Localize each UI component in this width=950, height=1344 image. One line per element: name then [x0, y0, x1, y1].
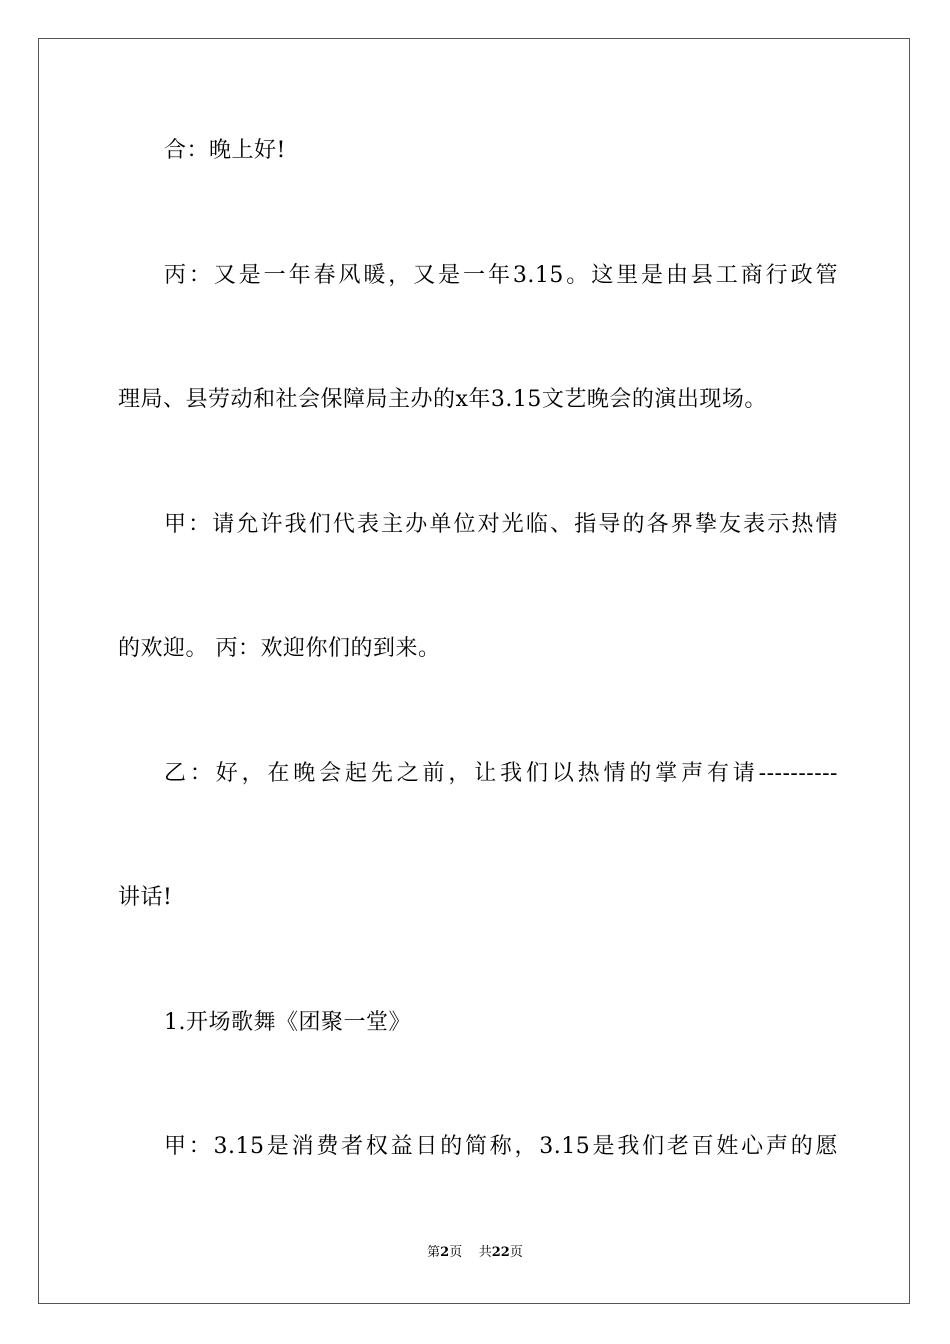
- paragraph-line: 乙：好，在晚会起先之前，让我们以热情的掌声有请----------: [164, 761, 838, 786]
- page-footer: [0, 1244, 950, 1262]
- footer-page-number: 2: [440, 1245, 450, 1260]
- paragraph-line: 甲：请允许我们代表主办单位对光临、指导的各界挚友表示热情: [164, 512, 838, 537]
- footer-page-prefix: 第: [427, 1245, 441, 1260]
- footer-total-suffix: 页: [509, 1245, 523, 1260]
- paragraph-line: 讲话!: [118, 885, 173, 910]
- paragraph-line: 合：晚上好!: [164, 138, 286, 163]
- paragraph-line: 理局、县劳动和社会保障局主办的x年3.15文艺晚会的演出现场。: [118, 387, 767, 412]
- page-border: [38, 38, 910, 1304]
- paragraph-line: 甲：3.15是消费者权益日的简称，3.15是我们老百姓心声的愿: [164, 1134, 838, 1159]
- footer-page-suffix: 页: [449, 1245, 463, 1260]
- paragraph-line: 的欢迎。 丙：欢迎你们的到来。: [118, 636, 441, 661]
- footer-total-prefix: 共: [478, 1245, 492, 1260]
- paragraph-line: 丙：又是一年春风暖，又是一年3.15。这里是由县工商行政管: [164, 263, 838, 288]
- footer-total-pages: 22: [491, 1245, 510, 1260]
- paragraph-line: 1.开场歌舞《团聚一堂》: [164, 1010, 411, 1035]
